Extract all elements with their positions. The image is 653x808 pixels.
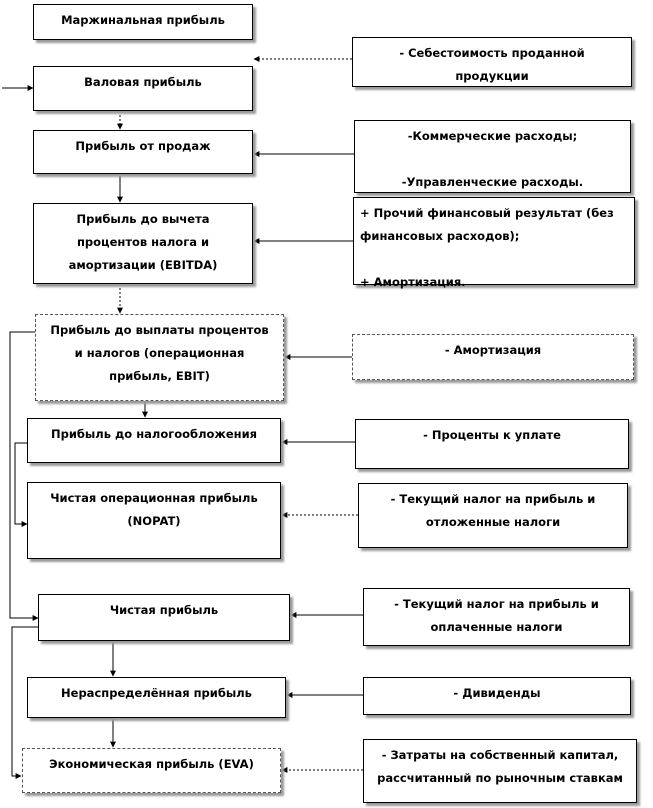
box-selling-admin-expenses-label: -Коммерческие расходы; -Управленческие расходы. <box>401 129 584 189</box>
box-other-financial-result <box>353 197 635 289</box>
box-net-profit-label: Чистая прибыль <box>109 603 219 617</box>
box-dividends-label: - Дивиденды <box>453 686 541 700</box>
box-sales-profit-label: Прибыль от продаж <box>75 139 211 153</box>
box-dividends <box>363 677 631 715</box>
box-ebitda-label: Прибыль до вычета процентов налога и амортизации (EBITDA) <box>68 212 218 272</box>
box-pretax-profit <box>27 418 281 463</box>
box-eva <box>22 748 281 793</box>
box-selling-admin-expenses <box>354 120 631 193</box>
box-tax-paid-label: - Текущий налог на прибыль и оплаченные налоги <box>394 597 599 634</box>
box-nopat <box>27 482 281 559</box>
box-gross-profit <box>33 66 253 111</box>
box-cogs <box>352 37 632 87</box>
box-interest-payable-label: - Проценты к уплате <box>423 428 561 442</box>
box-nopat-label: Чистая операционная прибыль (NOPAT) <box>50 491 258 528</box>
box-equity-cost <box>363 739 637 803</box>
box-amortization-label: - Амортизация <box>444 343 542 357</box>
box-amortization <box>352 334 634 380</box>
box-tax-deferred <box>358 483 628 548</box>
box-pretax-profit-label: Прибыль до налогообложения <box>50 427 258 441</box>
box-retained-earnings <box>27 677 286 718</box>
bypass-ebit-net <box>10 332 38 618</box>
box-interest-payable <box>355 419 629 469</box>
box-tax-deferred-label: - Текущий налог на прибыль и отложенные налоги <box>390 492 596 529</box>
box-net-profit <box>38 594 290 641</box>
box-cogs-label: - Себестоимость проданной продукции <box>399 46 585 83</box>
box-eva-label: Экономическая прибыль (EVA) <box>49 757 254 771</box>
box-tax-paid <box>363 588 630 646</box>
box-ebitda <box>33 203 253 284</box>
box-sales-profit <box>33 130 253 174</box>
box-ebit <box>35 314 284 401</box>
box-ebit-label: Прибыль до выплаты процентов и налогов (операционная прибыль, EBIT) <box>50 323 269 383</box>
box-marginal-profit <box>33 4 253 40</box>
box-retained-earnings-label: Нераспределённая прибыль <box>61 686 252 700</box>
bypass-pretax-nopat <box>15 443 27 524</box>
box-marginal-profit-label: Маржинальная прибыль <box>61 13 225 27</box>
box-equity-cost-label: - Затраты на собственный капитал, рассчитанный по рыночным ставкам <box>377 748 623 785</box>
box-gross-profit-label: Валовая прибыль <box>84 75 202 89</box>
box-other-financial-result-label: + Прочий финансовый результат (без финансовых расходов); + Амортизация. <box>360 206 614 289</box>
